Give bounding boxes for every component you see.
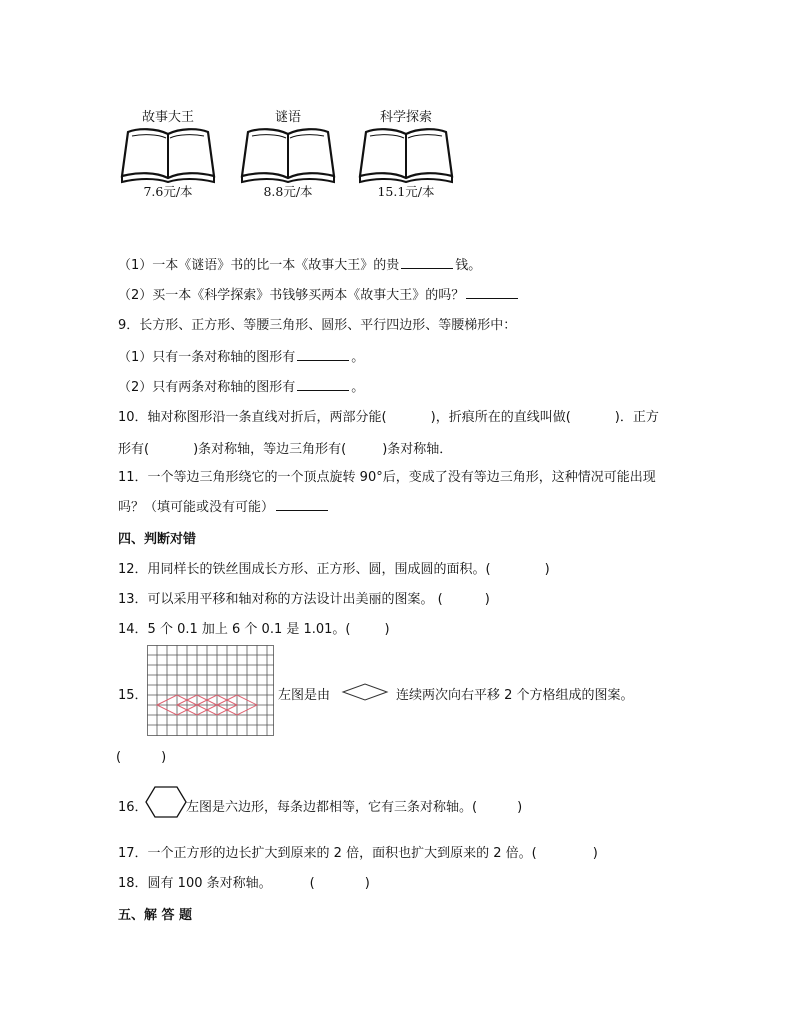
question-8-2: （2）买一本《科学探索》书钱够买两本《故事大王》的吗？	[118, 284, 520, 303]
answer-blank[interactable]	[297, 348, 349, 361]
grid-pattern-figure	[147, 645, 275, 737]
question-10-line1: 10．轴对称图形沿一条直线对折后，两部分能( )，折痕所在的直线叫做( )．正方	[118, 410, 659, 425]
open-book-icon	[240, 126, 336, 184]
question-15-text-b: 连续两次向右平移 2 个方格组成的图案。	[396, 688, 634, 703]
question-9-1: （1）只有一条对称轴的图形有 。	[118, 350, 365, 365]
section-5-heading: 五、解 答 题	[118, 908, 193, 923]
question-12: 12．用同样长的铁丝围成长方形、正方形、圆，围成圆的面积。( )	[118, 562, 550, 577]
question-13: 13．可以采用平移和轴对称的方法设计出美丽的图案。 ( )	[118, 592, 490, 607]
question-15-answer[interactable]: ( )	[116, 750, 167, 765]
question-15-number: 15．	[118, 688, 148, 703]
question-11-line1: 11．一个等边三角形绕它的一个顶点旋转 90°后，变成了没有等边三角形，这种情况可能出现	[118, 470, 656, 485]
book-title: 谜语	[274, 110, 301, 125]
hexagon-icon	[145, 785, 187, 819]
book-price: 15.1元/本	[377, 184, 435, 199]
book-title: 科学探索	[379, 110, 432, 125]
question-18: 18．圆有 100 条对称轴。 ( )	[118, 876, 370, 891]
question-17: 17．一个正方形的边长扩大到原来的 2 倍，面积也扩大到原来的 2 倍。( )	[118, 846, 598, 861]
question-16-number: 16．	[118, 800, 148, 815]
question-16: 左图是六边形，每条边都相等，它有三条对称轴。( )	[186, 800, 523, 815]
book-price: 8.8元/本	[263, 184, 313, 199]
answer-blank[interactable]	[401, 256, 453, 269]
section-4-heading: 四、判断对错	[118, 532, 197, 547]
answer-blank[interactable]	[297, 378, 349, 391]
book-price: 7.6元/本	[143, 184, 193, 199]
question-14: 14．5 个 0.1 加上 6 个 0.1 是 1.01。( )	[118, 622, 390, 637]
rhombus-icon	[341, 682, 389, 702]
question-8-1: （1）一本《谜语》书的比一本《故事大王》的贵 钱。	[118, 258, 482, 273]
question-9-2: （2）只有两条对称轴的图形有 。	[118, 380, 365, 395]
book-title: 故事大王	[141, 110, 194, 125]
question-15-text-a: 左图是由	[278, 688, 331, 703]
open-book-icon	[120, 126, 216, 184]
answer-blank[interactable]	[276, 498, 328, 511]
open-book-icon	[358, 126, 454, 184]
question-10-line2: 形有( )条对称轴，等边三角形有( )条对称轴．	[118, 442, 453, 457]
answer-blank[interactable]	[466, 286, 518, 299]
question-9: 9．长方形、正方形、等腰三角形、圆形、平行四边形、等腰梯形中：	[118, 318, 517, 333]
question-11-line2: 吗？（填可能或没有可能）	[118, 496, 330, 515]
